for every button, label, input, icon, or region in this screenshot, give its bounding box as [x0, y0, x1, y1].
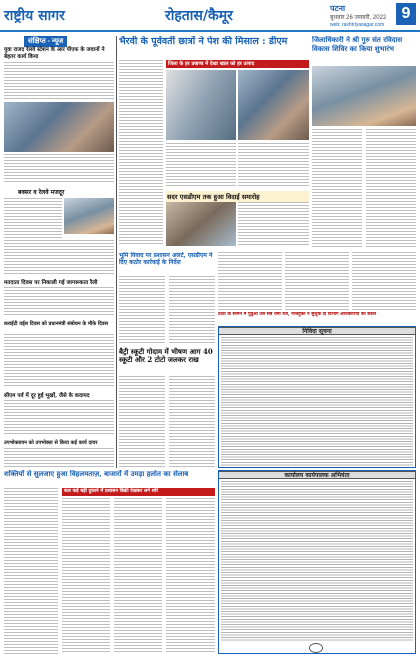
lead-subhead: सदर एसडीएम तक हुआ विदाई समारोह — [166, 191, 309, 202]
brief-photo-1 — [4, 102, 114, 152]
mid-banner: ठाठी के सामने में पुत्रुआ उस सब धर्मा रात्र, नाजहुकी ने सुत्तुके दी विभाग अधिकारियों का संडल — [218, 312, 376, 317]
lead-headline: भैरवी के पूर्ववर्ती छात्रों ने पेश की मिसाल : डीएम — [119, 36, 288, 47]
brief-text-2 — [4, 198, 62, 238]
lead-text-col-4 — [238, 202, 309, 246]
lead-text-col-1 — [119, 60, 163, 246]
brief-text-2b — [4, 240, 114, 274]
right-text-col-2 — [366, 129, 416, 247]
brief-text-1 — [4, 62, 114, 100]
mid-story-2 — [218, 252, 416, 310]
mid-text-3b — [285, 252, 349, 310]
page-region-title: रोहतास/कैमूर — [165, 8, 233, 24]
lead-kicker: जिला के हर प्रखण्ड में देखा खाल को हर उत्पाद — [166, 60, 309, 68]
brief-text-1b — [4, 154, 114, 184]
brief-photo-2 — [64, 198, 114, 234]
brief-text-4 — [4, 334, 114, 388]
edition-city: पटना — [330, 4, 346, 13]
mid-text-1a — [119, 276, 165, 344]
tender-text-2 — [221, 481, 413, 641]
right-photo — [312, 66, 416, 126]
mid-headline-1: भूमि विवाद पर प्रशासन अलर्ट, एसडीएम ने दिए कठोर कार्रवाई के निर्देश — [119, 252, 213, 266]
brief-headline-3: मतदाता दिवस पर निकाली गई जागरूकता रैली — [4, 280, 98, 286]
lead-text-col-3 — [238, 143, 309, 188]
brief-headline-1: युवा राजद रेलवे स्टेशन के आर पीएफ के जवानों ने बेहतर कार्य किया — [4, 47, 105, 60]
tender-office-title: कार्यालय कार्यपालक अभियंता — [219, 471, 415, 479]
bottom-kicker: कल कई बड़ी दुकाने में प्रशासन बिक्री देखकर लगे शोरे — [62, 488, 215, 496]
brief-headline-2: बक्सर व रेलवे मजदूर — [18, 189, 65, 196]
mid-story-1 — [119, 252, 215, 468]
bottom-text-col-1 — [4, 488, 58, 654]
lead-photo-1 — [166, 70, 236, 140]
mid-text-3c — [352, 252, 416, 310]
brief-headline-6: उपभोक्तायन को उपभोक्ता से किया कई कार्य दायर — [4, 440, 98, 446]
brief-text-3 — [4, 287, 114, 317]
website-url: web: rashtriyasagar.com — [330, 22, 385, 28]
bottom-text-col-2 — [62, 498, 110, 654]
section-brief-tag: संक्षिप्त - न्यूज — [24, 36, 67, 47]
bottom-headline: शक्तियों से सुलजाए हुआ विहलमताज़, बाजारों में उमड़ा हलोत का सेलाब — [4, 470, 189, 478]
lead-text-col-2 — [166, 143, 236, 188]
lead-photo-3 — [166, 202, 236, 246]
issue-date: बुधवार 26 जनवरी, 2022 — [330, 15, 387, 21]
brief-text-5 — [4, 400, 114, 436]
page-number: 9 — [396, 3, 416, 25]
tender-notice-2 — [218, 470, 416, 654]
lead-story — [119, 36, 309, 250]
mid-text-3a — [218, 252, 282, 310]
mid-text-2b — [169, 376, 215, 468]
lead-photo-2 — [238, 70, 309, 140]
right-story — [312, 36, 416, 250]
mid-headline-2: बैट्री स्कूटी गोदाम में भीषण आग 40 स्कूटी और 2 टोटो जलकर राख — [119, 347, 213, 364]
right-text-col-1 — [312, 129, 362, 247]
brief-text-6 — [4, 448, 114, 468]
bottom-story — [4, 470, 215, 654]
brief-headline-4: कराईटी वर्ड्स दिवस को प्रधानमंत्री संबोधन के मौके दिवस — [4, 321, 108, 327]
brief-headline-5: सीएम पर्व में दूर हुई भूखों, जैसे के कवायद — [4, 393, 90, 399]
tender-notice — [218, 326, 416, 468]
bottom-text-col-3 — [114, 498, 162, 654]
tender-emblem — [309, 643, 323, 653]
column-rule — [116, 36, 117, 468]
masthead — [0, 0, 420, 32]
newspaper-brand: राष्ट्रीय सागर — [4, 8, 65, 24]
mid-text-2a — [119, 376, 165, 468]
right-headline: जिलाधिकारी ने श्री गुरु संत रविदास विकास शिविर का किया शुभारंभ — [312, 36, 403, 53]
bottom-text-col-4 — [166, 498, 215, 654]
mid-text-1b — [169, 276, 215, 344]
tender-title: निविदा सूचना — [219, 327, 415, 335]
tender-text — [221, 337, 413, 467]
left-column — [4, 36, 114, 468]
